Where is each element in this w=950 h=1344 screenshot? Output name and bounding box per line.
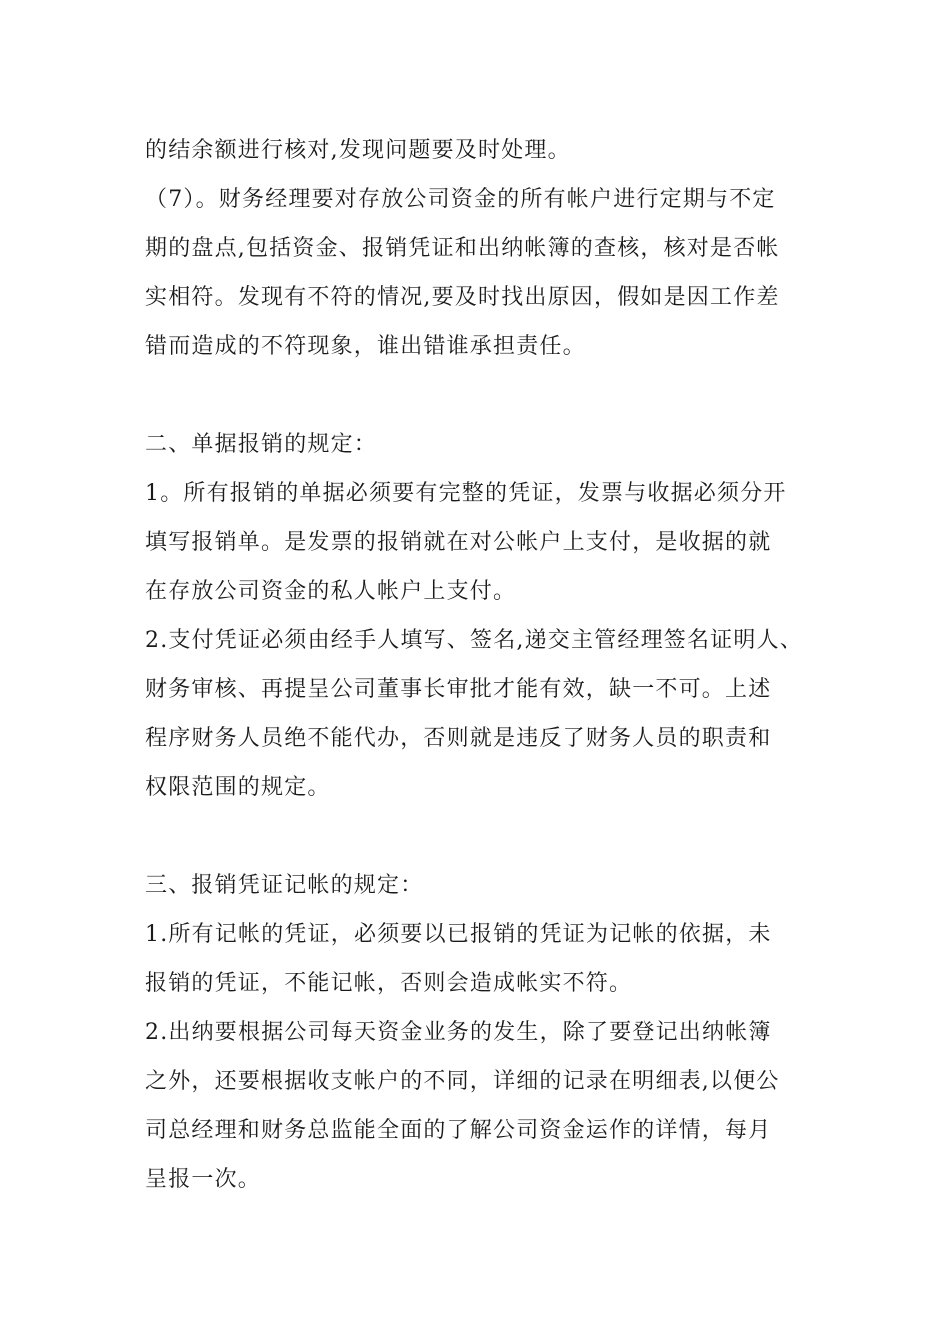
paragraph-line: 报销的凭证，不能记帐，否则会造成帐实不符。 (145, 971, 633, 996)
paragraph-line: 程序财务人员绝不能代办，否则就是违反了财务人员的职责和 (145, 726, 772, 751)
paragraph-line: 1。所有报销的单据必须要有完整的凭证，发票与收据必须分开 (145, 481, 787, 506)
blank-line (145, 812, 825, 861)
paragraph-line: 2.支付凭证必须由经手人填写、签名,递交主管经理签名证明人、 (145, 628, 803, 653)
paragraph-line: 权限范围的规定。 (145, 775, 331, 800)
paragraph-line: 呈报一次。 (145, 1167, 262, 1192)
paragraph-line: 之外，还要根据收支帐户的不同，详细的记录在明细表,以便公 (145, 1069, 780, 1094)
paragraph-line: 填写报销单。是发票的报销就在对公帐户上支付，是收据的就 (145, 530, 772, 555)
paragraph-line: 错而造成的不符现象，谁出错谁承担责任。 (145, 334, 586, 359)
paragraph-line: （7）。财务经理要对存放公司资金的所有帐户进行定期与不定 (145, 187, 776, 212)
section-heading: 二、单据报销的规定： (145, 432, 378, 457)
paragraph-line: 的结余额进行核对,发现问题要及时处理。 (145, 138, 571, 163)
paragraph-line: 实相符。发现有不符的情况,要及时找出原因，假如是因工作差 (145, 285, 780, 310)
paragraph-line: 财务审核、再提呈公司董事长审批才能有效，缺一不可。上述 (145, 677, 772, 702)
paragraph-line: 在存放公司资金的私人帐户上支付。 (145, 579, 517, 604)
blank-line (145, 371, 825, 420)
paragraph-line: 2.出纳要根据公司每天资金业务的发生，除了要登记出纳帐簿 (145, 1020, 772, 1045)
paragraph-line: 期的盘点,包括资金、报销凭证和出纳帐簿的查核，核对是否帐 (145, 236, 780, 261)
section-heading: 三、报销凭证记帐的规定： (145, 873, 424, 898)
document-body (145, 126, 825, 1204)
paragraph-line: 1.所有记帐的凭证，必须要以已报销的凭证为记帐的依据，未 (145, 922, 772, 947)
paragraph-line: 司总经理和财务总监能全面的了解公司资金运作的详情，每月 (145, 1118, 772, 1143)
